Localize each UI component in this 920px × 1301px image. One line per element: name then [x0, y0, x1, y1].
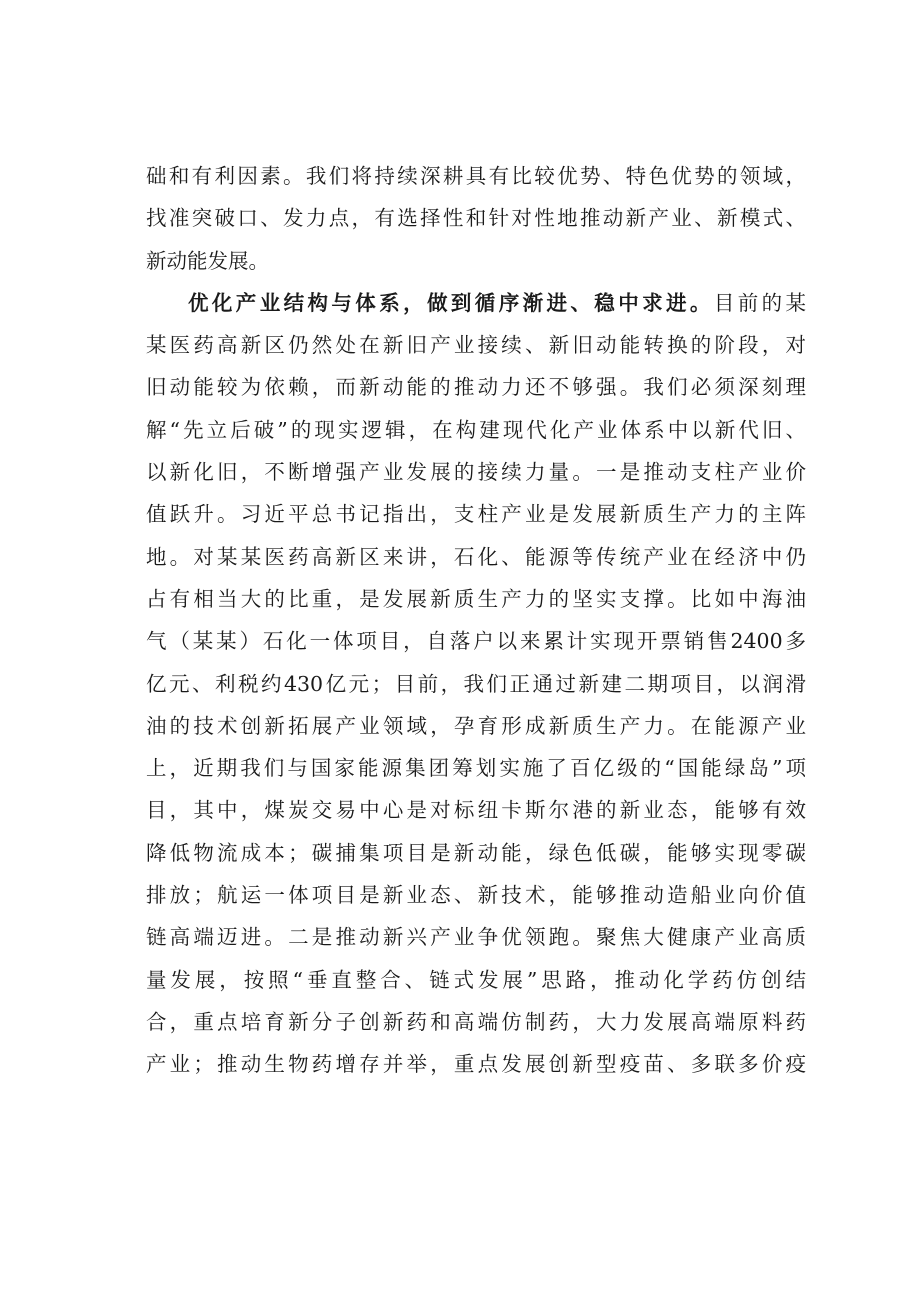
- text-line: [146, 282, 806, 324]
- text-line: 解“先立后破”的现实逻辑，在构建现代化产业体系中以新代旧、: [146, 417, 806, 442]
- text-line: 值跃升。习近平总书记指出，支柱产业是发展新质生产力的主阵: [146, 502, 806, 527]
- text-line: 占有相当大的比重，是发展新质生产力的坚实支撑。比如中海油: [146, 586, 806, 611]
- text-line: 以新化旧，不断增强产业发展的接续力量。一是推动支柱产业价: [146, 460, 806, 485]
- text-line: 础和有利因素。我们将持续深耕具有比较优势、特色优势的领域，: [146, 164, 806, 188]
- paragraph-1: [146, 155, 806, 282]
- text-line: 气（某某）石化一体项目，自落户以来累计实现开票销售2400多: [146, 629, 806, 654]
- text-line: 找准突破口、发力点，有选择性和针对性地推动新产业、新模式、: [146, 206, 806, 231]
- text-line: 亿元、利税约430亿元；目前，我们正通过新建二期项目，以润滑: [146, 671, 806, 696]
- text-line: 降低物流成本；碳捕集项目是新动能，绿色低碳，能够实现零碳: [146, 840, 806, 865]
- text-line: 某医药高新区仍然处在新旧产业接续、新旧动能转换的阶段，对: [146, 333, 806, 358]
- text-line: 旧动能较为依赖，而新动能的推动力还不够强。我们必须深刻理: [146, 375, 806, 400]
- text-line: 新动能发展。: [146, 248, 269, 273]
- body-text: [146, 155, 806, 1086]
- paragraph-heading: 优化产业结构与体系，做到循序渐进、稳中求进。: [188, 290, 714, 315]
- text-line: 量发展，按照“垂直整合、链式发展”思路，推动化学药仿创结: [146, 967, 806, 992]
- text-line: 上，近期我们与国家能源集团筹划实施了百亿级的“国能绿岛”项: [146, 756, 806, 781]
- text-line: 目，其中，煤炭交易中心是对标纽卡斯尔港的新业态，能够有效: [146, 798, 806, 823]
- text-line: 链高端迈进。二是推动新兴产业争优领跑。聚焦大健康产业高质: [146, 925, 806, 950]
- text-line: 地。对某某医药高新区来讲，石化、能源等传统产业在经济中仍: [146, 544, 806, 569]
- text-line: 产业；推动生物药增存并举，重点发展创新型疫苗、多联多价疫: [146, 1052, 806, 1077]
- text-line: 合，重点培育新分子创新药和高端仿制药，大力发展高端原料药: [146, 1009, 806, 1034]
- text-line: 油的技术创新拓展产业领域，孕育形成新质生产力。在能源产业: [146, 713, 806, 738]
- paragraph-2: [146, 282, 806, 1086]
- text-line: 排放；航运一体项目是新业态、新技术，能够推动造船业向价值: [146, 883, 806, 908]
- text-run: 目前的某: [713, 290, 807, 315]
